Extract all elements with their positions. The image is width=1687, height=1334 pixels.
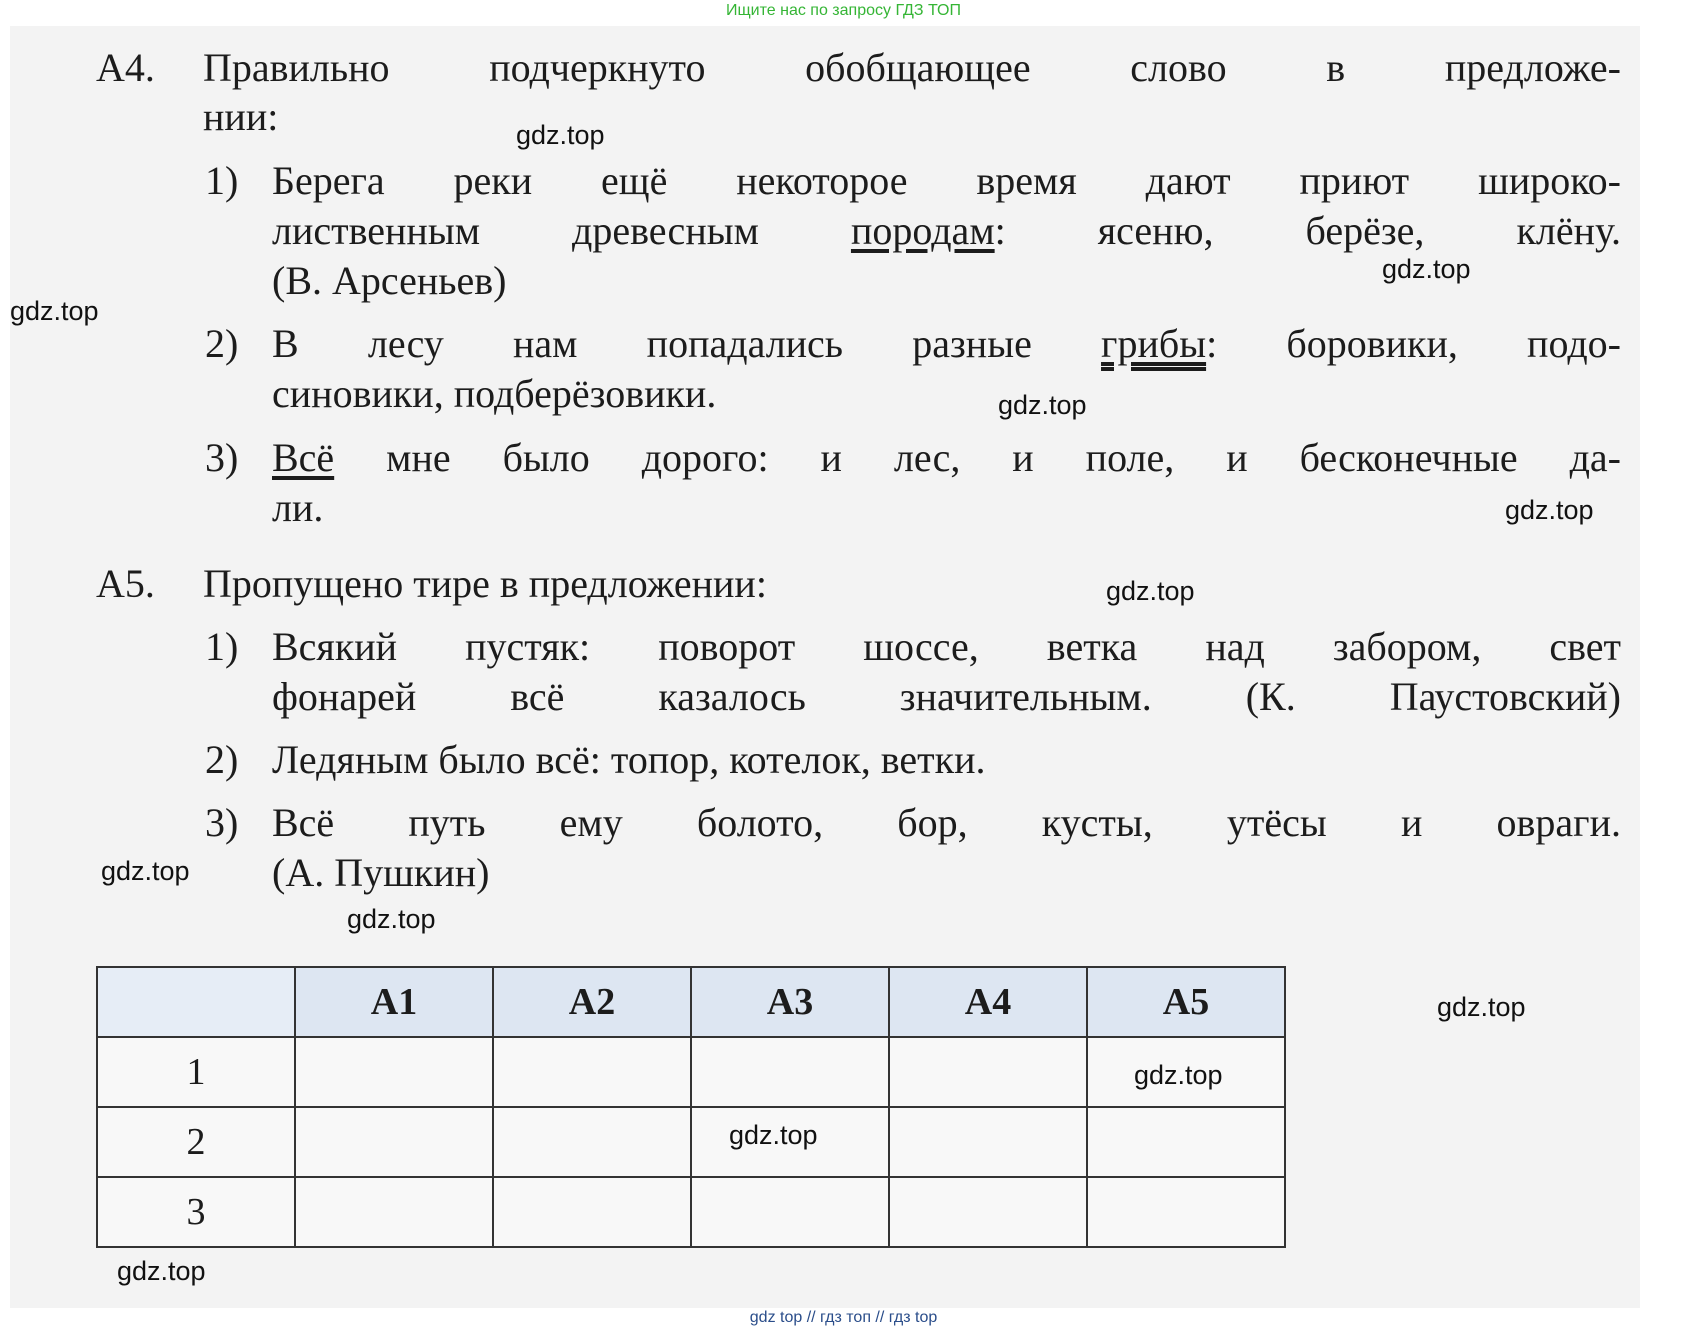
answer-cell[interactable] (493, 1107, 691, 1177)
a5-option-1-line-1: Всякий пустяк: поворот шоссе, ветка над забором, свет (272, 624, 1621, 669)
a4-option-3-line-2: ли. (272, 485, 324, 530)
answer-cell[interactable] (1087, 1107, 1285, 1177)
watermark: gdz.top (1106, 576, 1195, 606)
watermark: gdz.top (101, 856, 190, 886)
answer-cell[interactable] (889, 1177, 1087, 1247)
search-hint-link[interactable]: Ищите нас по запросу ГДЗ ТОП (726, 2, 961, 19)
answer-cell[interactable] (691, 1037, 889, 1107)
underlined-word: Всё (272, 435, 335, 480)
watermark: gdz.top (347, 904, 436, 934)
answer-cell[interactable] (691, 1177, 889, 1247)
watermark: gdz.top (516, 120, 605, 150)
answer-cell[interactable] (493, 1037, 691, 1107)
a4-option-3-number: 3) (205, 435, 239, 480)
watermark: gdz.top (1505, 495, 1594, 525)
table-header-a4: А4 (889, 967, 1087, 1037)
answer-cell[interactable] (295, 1107, 493, 1177)
answer-cell[interactable] (889, 1107, 1087, 1177)
answer-cell[interactable] (493, 1177, 691, 1247)
watermark: gdz.top (10, 296, 99, 326)
table-header-row (97, 967, 1285, 1037)
watermark: gdz.top (117, 1256, 206, 1286)
a5-option-2-number: 2) (205, 737, 239, 782)
watermark: gdz.top (1382, 254, 1471, 284)
answer-cell[interactable] (1087, 1177, 1285, 1247)
table-header-a3: А3 (691, 967, 889, 1037)
underlined-word: грибы (1101, 321, 1207, 366)
a5-option-3-line-1: Всё путь ему болото, бор, кусты, утёсы и овраги. (272, 800, 1621, 845)
question-a4-prompt: Правильно подчеркнуто обобщающее слово в предложе- (203, 45, 1621, 90)
a4-option-2-line-1: В лесу нам попадались разные грибы: боровики, подо- (272, 321, 1621, 366)
a5-option-1-line-2: фонарей всё казалось значительным. (К. Паустовский) (272, 674, 1621, 719)
watermark: gdz.top (1134, 1060, 1223, 1090)
answer-table (96, 966, 1286, 1248)
a4-option-2-number: 2) (205, 321, 239, 366)
answer-cell[interactable] (295, 1177, 493, 1247)
table-row (97, 1177, 1285, 1247)
table-header-a1: А1 (295, 967, 493, 1037)
question-a4-prompt-cont: нии: (203, 94, 279, 139)
table-header-corner (97, 967, 295, 1037)
table-row-label: 3 (97, 1177, 295, 1247)
a4-option-3-line-1: Всё мне было дорого: и лес, и поле, и бесконечные да- (272, 435, 1621, 480)
a5-option-3-line-2: (А. Пушкин) (272, 850, 490, 895)
a4-option-1-number: 1) (205, 158, 239, 203)
table-header-a2: А2 (493, 967, 691, 1037)
watermark: gdz.top (1437, 992, 1526, 1022)
a5-option-3-number: 3) (205, 800, 239, 845)
question-a4-label: А4. (96, 45, 155, 90)
answer-cell[interactable] (889, 1037, 1087, 1107)
table-row (97, 1037, 1285, 1107)
table-row (97, 1107, 1285, 1177)
a4-option-2-line-2: синовики, подберёзовики. (272, 371, 717, 416)
footer-links[interactable]: gdz top // гдз топ // гдз top (749, 1309, 938, 1326)
table-header-a5: А5 (1087, 967, 1285, 1037)
table-row-label: 1 (97, 1037, 295, 1107)
a4-option-1-line-3: (В. Арсеньев) (272, 258, 507, 303)
a5-option-2-line-1: Ледяным было всё: топор, котелок, ветки. (272, 737, 986, 782)
table-row-label: 2 (97, 1107, 295, 1177)
answer-cell[interactable] (295, 1037, 493, 1107)
watermark: gdz.top (729, 1120, 818, 1150)
watermark: gdz.top (998, 390, 1087, 420)
a4-option-1-line-1: Берега реки ещё некоторое время дают приют широко- (272, 158, 1621, 203)
question-a5-prompt: Пропущено тире в предложении: (203, 561, 767, 606)
underlined-word: породам (850, 208, 995, 253)
a4-option-1-line-2: лиственным древесным породам: ясеню, берёзе, клёну. (272, 208, 1621, 253)
question-a5-label: А5. (96, 561, 155, 606)
a5-option-1-number: 1) (205, 624, 239, 669)
